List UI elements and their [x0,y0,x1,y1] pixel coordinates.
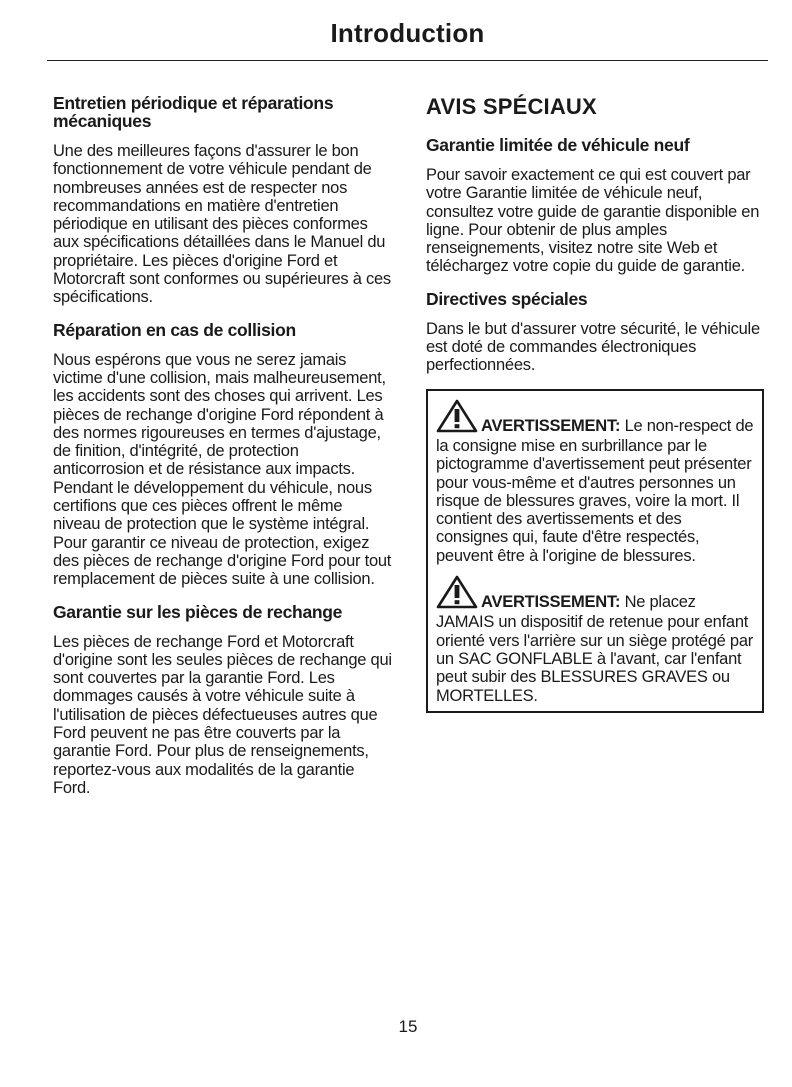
section-heading-limited-warranty: Garantie limitée de véhicule neuf [426,135,690,155]
section-heading-maintenance: Entretien périodique et réparations mécaniques [53,93,334,131]
special-notices-heading: AVIS SPÉCIAUX [426,94,597,119]
warning-triangle-icon [436,575,478,613]
section-heading-parts-warranty: Garantie sur les pièces de rechange [53,601,343,622]
left-column [53,94,393,811]
warning-item [436,399,754,565]
warning-box [426,389,764,713]
title-divider [47,60,768,61]
page-number: 15 [398,1017,418,1036]
section-text-special-instructions: Dans le but d'assurer votre sécurité, le véhicule est doté de commandes électroniques perfectionnées. [426,319,760,375]
right-column [426,94,766,713]
warning-label: AVERTISSEMENT: [481,416,621,435]
warning-item [436,575,754,705]
warning-label: AVERTISSEMENT: [481,593,621,612]
section-heading-special-instructions: Directives spéciales [426,288,588,309]
section-heading-collision: Réparation en cas de collision [53,319,296,340]
section-text-parts-warranty: Les pièces de rechange Ford et Motorcraft d'origine sont les seules pièces de rechange qui sont couvertes par la garantie Ford. Les dommages causés à votre véhicule suite à l'utilisation de pièces défectueuses autres que Ford peuvent ne pas être couverts par la garantie Ford. Pour plus de renseignements, reportez-vous aux modalités de la garantie Ford. [53,632,392,797]
section-text-limited-warranty: Pour savoir exactement ce qui est couvert par votre Garantie limitée de véhicule neuf, consultez votre guide de garantie disponible en ligne. Pour obtenir de plus amples renseignements, visitez notre site Web et téléchargez votre copie du guide de garantie. [426,166,760,276]
section-text-maintenance: Une des meilleures façons d'assurer le bon fonctionnement de votre véhicule pendant de nombreuses années est de respecter nos recommandations en matière d'entretien périodique en utilisant des pièces conformes aux spécifications détaillées dans le Manuel du propriétaire. Les pièces d'origine Ford et Motorcraft sont conformes ou supérieures à ces spécifications. [53,142,391,307]
warning-text: Le non-respect de la consigne mise en surbrillance par le pictogramme d'avertissement peut présenter pour vous-même et d'autres personnes un risque de blessures graves, voire la mort. Il contient des avertissements et des consignes qui, faute d'être respectés, peuvent être à l'origine de blessures. [436,416,754,565]
warning-triangle-icon [436,399,478,437]
warning-text: Ne placez JAMAIS un dispositif de retenue pour enfant orienté vers l'arrière sur un siège protégé par un SAC GONFLABLE à l'avant, car l'enfant peut subir des BLESSURES GRAVES ou MORTELLES. [436,593,753,705]
section-text-collision: Nous espérons que vous ne serez jamais victime d'une collision, mais malheureusement, les accidents sont des choses qui arrivent. Les pièces de rechange d'origine Ford répondent à des normes rigoureuses en termes d'ajustage, de finition, d'intégrité, de protection anticorrosion et de résistance aux impacts. Pendant le développement du véhicule, nous certifions que ces pièces offrent le même niveau de protection que le système intégral. Pour garantir ce niveau de protection, exigez des pièces de rechange d'origine Ford pour tout remplacement de pièces suite à une collision. [53,350,392,589]
page-title: Introduction [330,18,485,48]
